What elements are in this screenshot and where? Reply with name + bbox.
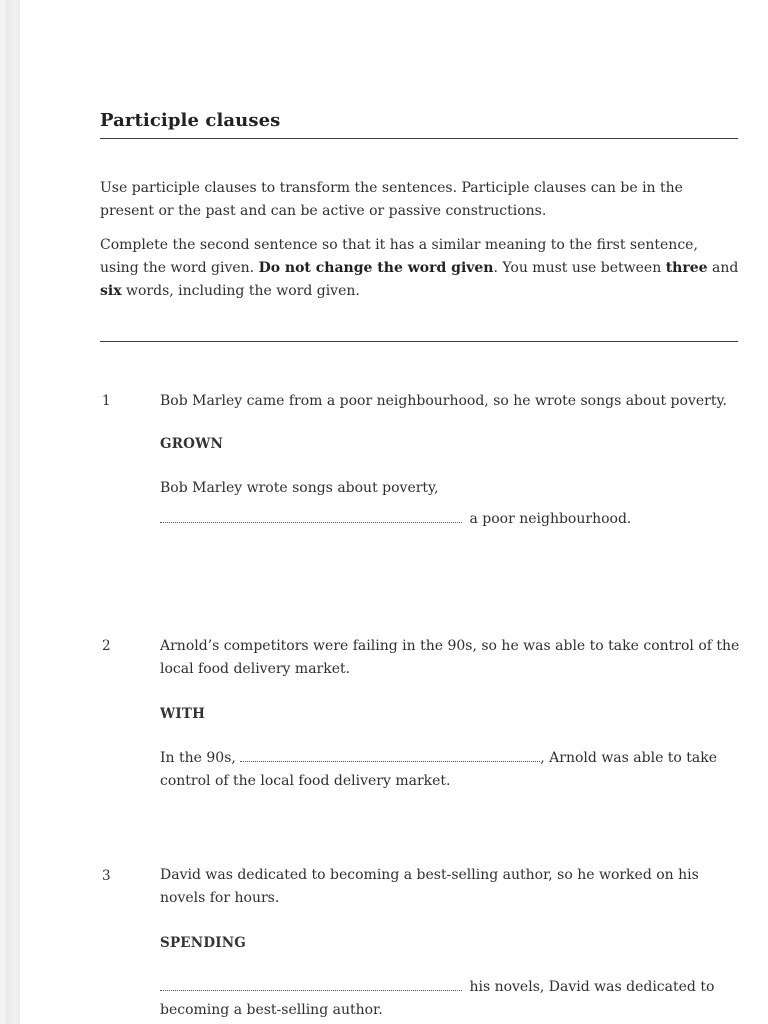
intro-paragraph-1: [100, 177, 740, 223]
question-1-answer-blank[interactable]: [160, 510, 462, 523]
question-2-answer-blank[interactable]: [240, 749, 540, 762]
question-1-keyword: GROWN: [160, 436, 224, 452]
page-left-edge: [6, 0, 20, 1024]
question-1-answer-after: a poor neighbourhood.: [465, 511, 632, 527]
intro-text-1: Use participle clauses to transform the sentences. Participle clauses can be in the present or the past and can be active or passive constructions.: [100, 180, 683, 219]
question-2-answer-before: In the 90s,: [160, 750, 241, 766]
question-1: [160, 390, 740, 531]
intro-text-2d: words, including the word given.: [121, 283, 360, 299]
question-2-answer-line: [160, 747, 740, 793]
intro-bold-six: six: [100, 283, 122, 299]
intro-paragraph-2: [100, 234, 740, 303]
intro-bold-instruction: Do not change the word given: [258, 260, 494, 276]
intro-text-2b: . You must use between: [493, 260, 666, 276]
title-divider: [100, 138, 738, 139]
intro-text-2c: and: [707, 260, 739, 276]
question-number-2: 2: [102, 638, 111, 654]
question-1-sentence: Bob Marley came from a poor neighbourhood, so he wrote songs about poverty.: [160, 393, 727, 409]
question-1-lead: Bob Marley wrote songs about poverty,: [160, 480, 439, 496]
intro-divider: [100, 341, 738, 342]
question-3: [160, 864, 740, 1022]
question-3-answer-line: [160, 976, 740, 1022]
question-1-answer-line: [160, 508, 740, 531]
worksheet-page: [20, 0, 768, 1024]
question-3-answer-after: his novels, David was dedicated to becoming a best-selling author.: [160, 979, 715, 1018]
question-2-answer-after: , Arnold was able to take control of the local food delivery market.: [160, 750, 718, 789]
question-2: [160, 635, 740, 793]
question-number-3: 3: [102, 868, 111, 884]
intro-bold-three: three: [665, 260, 708, 276]
question-2-keyword: WITH: [160, 706, 206, 722]
question-3-keyword: SPENDING: [160, 935, 247, 951]
intro-text-2a: Complete the second sentence so that it has a similar meaning to the first sentence, using the word given.: [100, 237, 698, 276]
question-number-1: 1: [102, 393, 111, 409]
question-3-sentence: David was dedicated to becoming a best-selling author, so he worked on his novels for hours.: [160, 867, 699, 906]
page-title: Participle clauses: [100, 110, 281, 131]
question-2-sentence: Arnold’s competitors were failing in the 90s, so he was able to take control of the local food delivery market.: [160, 638, 740, 677]
intro-text-2: [100, 234, 740, 303]
question-3-answer-blank[interactable]: [160, 978, 462, 991]
